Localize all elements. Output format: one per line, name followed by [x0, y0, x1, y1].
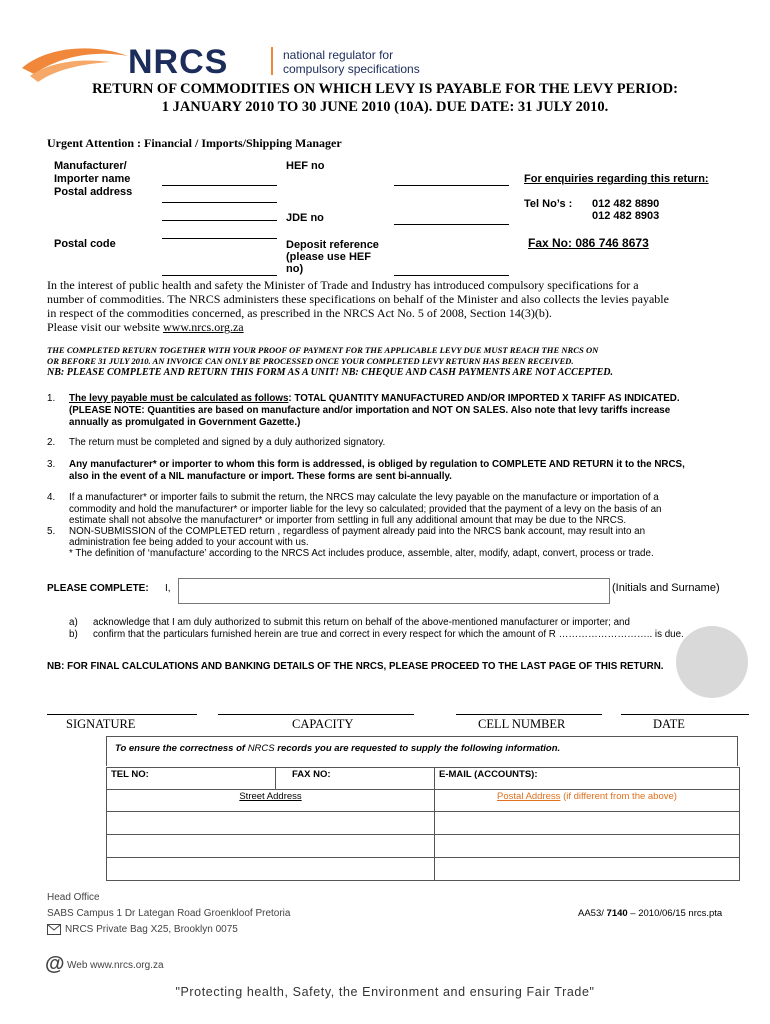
postal-address-row-2[interactable] — [435, 835, 740, 858]
item-5-line-1: NON-SUBMISSION of the COMPLETED return , regardless of payment already paid into the NRCS bank account, may result into an — [69, 526, 646, 537]
tel-label: Tel No’s : — [524, 198, 573, 210]
intro-line-4 — [47, 320, 244, 335]
form-reference-suffix: – 2010/06/15 nrcs.pta — [627, 908, 723, 919]
postal-address-line-3[interactable] — [162, 238, 277, 239]
urgent-attention: Urgent Attention : Financial / Imports/Shipping Manager — [47, 136, 342, 150]
item-1-formula: : TOTAL QUANTITY MANUFACTURED AND/OR IMPORTED X TARIFF AS INDICATED. — [288, 393, 680, 404]
org-name-line1: national regulator for — [283, 48, 394, 62]
ack-b-num: b) — [69, 629, 78, 640]
postal-address-line-2[interactable] — [162, 220, 277, 221]
i-label: I, — [165, 583, 171, 594]
decorative-grey-circle — [676, 626, 748, 698]
item-3-line-1: Any manufacturer* or importer to whom this form is addressed, is obliged by regulation to COMPLETE AND RETURN it to the NRCS, — [69, 459, 685, 470]
item-4-number: 4. — [47, 492, 56, 503]
hef-line[interactable] — [394, 185, 509, 186]
title-line2: 1 JANUARY 2010 TO 30 JUNE 2010 (10A). DUE DATE: 31 JULY 2010. — [161, 99, 609, 115]
deposit-label-1: Deposit reference — [286, 239, 379, 251]
capacity-label: CAPACITY — [292, 717, 354, 731]
street-address-row-1[interactable] — [107, 812, 435, 835]
item-2-line-1: The return must be completed and signed by a duly authorized signatory. — [69, 437, 386, 448]
footer-web: Web www.nrcs.org.za — [67, 960, 164, 971]
fax-no-label: FAX NO: — [292, 769, 331, 780]
info-header-suffix: records you are requested to supply the following information. — [274, 743, 561, 754]
ack-a-text: acknowledge that I am duly authorized to submit this return on behalf of the above-mentioned manufacturer or importer; and — [93, 617, 630, 628]
postal-address-note: (if different from the above) — [563, 791, 677, 802]
postal-address-label: Postal Address — [497, 791, 561, 802]
initials-surname-input[interactable] — [178, 578, 610, 604]
form-reference — [578, 908, 722, 919]
logo-divider — [271, 47, 273, 75]
intro-line-3: in respect of the commodities concerned, as prescribed in the NRCS Act No. 5 of 2008, Section 14(3)(b). — [47, 306, 552, 320]
item-4-line-2: commodity and hold the manufacturer* or importer liable for the levy so calculated; provided that the payment of a levy on the basis of an — [69, 504, 662, 515]
info-table — [106, 767, 740, 881]
importer-name-label: Importer name — [54, 173, 131, 185]
street-address-row-2[interactable] — [107, 835, 435, 858]
street-address-row-3[interactable] — [107, 858, 435, 881]
email-cell[interactable] — [435, 768, 740, 790]
cell-number-line[interactable] — [456, 714, 602, 715]
street-address-header — [107, 790, 435, 812]
signature-label: SIGNATURE — [66, 717, 136, 731]
street-address-label: Street Address — [239, 791, 302, 802]
postal-address-row-3[interactable] — [435, 858, 740, 881]
fax-number: Fax No: 086 746 8673 — [528, 236, 649, 250]
intro-line-2: number of commodities. The NRCS administers these specifications on behalf of the Minister and also collects the levies payable — [47, 292, 669, 306]
item-5-line-2: administration fee being added to your account with us. — [69, 537, 309, 548]
nrcs-logo-text: NRCS — [128, 43, 229, 81]
notice-line-1: THE COMPLETED RETURN TOGETHER WITH YOUR PROOF OF PAYMENT FOR THE APPLICABLE LEVY DUE MUST REACH THE NRCS ON — [47, 345, 599, 355]
org-name-line2: compulsory specifications — [283, 62, 420, 76]
footer-slogan: "Protecting health, Safety, the Environment and ensuring Fair Trade" — [175, 985, 595, 999]
item-5-number: 5. — [47, 526, 56, 537]
cell-number-label: CELL NUMBER — [478, 717, 566, 731]
item-2-number: 2. — [47, 437, 56, 448]
postal-address-label: Postal address — [54, 186, 133, 198]
tel-number-2: 012 482 8903 — [592, 210, 660, 222]
footer-private-bag: NRCS Private Bag X25, Brooklyn 0075 — [65, 924, 238, 935]
postal-address-row-1[interactable] — [435, 812, 740, 835]
notice-line-2: OR BEFORE 31 JULY 2010. AN INVOICE CAN ONLY BE PROCESSED ONCE YOUR COMPLETED LEVY RETURN HAS BEEN RECEIVED. — [47, 356, 574, 366]
fax-no-cell[interactable] — [276, 768, 435, 790]
at-icon: @ — [45, 953, 65, 975]
tel-no-label: TEL NO: — [111, 769, 149, 780]
website-prefix: Please visit our website — [47, 320, 163, 334]
ack-b-text: confirm that the particulars furnished herein are true and correct in every respect for which the amount of R ……………………….. is due. — [93, 629, 684, 640]
email-label: E-MAIL (ACCOUNTS): — [439, 769, 538, 780]
importer-name-line[interactable] — [162, 185, 277, 186]
tel-no-cell[interactable] — [107, 768, 276, 790]
notice-line-3: NB: PLEASE COMPLETE AND RETURN THIS FORM AS A UNIT! NB: CHEQUE AND CASH PAYMENTS ARE NOT ACCEPTED. — [47, 367, 614, 378]
postal-address-header — [435, 790, 740, 812]
initials-surname-label: (Initials and Surname) — [612, 582, 720, 594]
manufacturer-label: Manufacturer/ — [54, 160, 127, 172]
envelope-icon — [47, 924, 61, 935]
item-5-line-3: * The definition of ‘manufacture’ according to the NRCS Act includes produce, assemble, alter, modify, adapt, convert, process or trade. — [69, 548, 654, 559]
item-3-number: 3. — [47, 459, 56, 470]
postal-address-line-1[interactable] — [162, 202, 277, 203]
capacity-line[interactable] — [218, 714, 414, 715]
item-4-line-3: estimate shall not absolve the manufacturer* or importer from settling in full any additional amount that may be due to the NRCS. — [69, 515, 627, 526]
nb-final-calculations: NB: FOR FINAL CALCULATIONS AND BANKING DETAILS OF THE NRCS, PLEASE PROCEED TO THE LAST PAGE OF THIS RETURN. — [47, 661, 664, 672]
jde-line[interactable] — [394, 224, 509, 225]
item-1-underlined: The levy payable must be calculated as follows — [69, 393, 289, 404]
deposit-reference-line[interactable] — [394, 275, 509, 276]
item-1-number: 1. — [47, 393, 56, 404]
info-header-prefix: To ensure the correctness of — [115, 743, 248, 754]
enquiries-heading: For enquiries regarding this return: — [524, 173, 709, 185]
hef-label: HEF no — [286, 160, 325, 172]
deposit-label-2: (please use HEF — [286, 251, 371, 263]
postal-code-label: Postal code — [54, 238, 116, 250]
item-4-line-1: If a manufacturer* or importer fails to submit the return, the NRCS may calculate the levy payable on the manufacture or importation of a — [69, 492, 659, 503]
title-line1: RETURN OF COMMODITIES ON WHICH LEVY IS PAYABLE FOR THE LEVY PERIOD: — [92, 81, 678, 97]
postal-code-line[interactable] — [162, 275, 277, 276]
item-1-line-1 — [69, 393, 680, 405]
intro-line-1: In the interest of public health and safety the Minister of Trade and Industry has introduced compulsory specifications for a — [47, 278, 639, 292]
footer-address: SABS Campus 1 Dr Lategan Road Groenkloof Pretoria — [47, 908, 291, 919]
signature-line[interactable] — [47, 714, 197, 715]
item-1-line-3: annually as promulgated in Government Gazette.) — [69, 417, 301, 428]
please-complete-label: PLEASE COMPLETE: — [47, 583, 149, 594]
form-reference-prefix: AA53/ — [578, 908, 607, 919]
item-3-line-2: also in the event of a NIL manufacture or import. These forms are sent bi-annually. — [69, 471, 452, 482]
website-link[interactable]: www.nrcs.org.za — [162, 320, 244, 334]
jde-label: JDE no — [286, 212, 324, 224]
head-office-label: Head Office — [47, 892, 100, 903]
ack-a-num: a) — [69, 617, 78, 628]
form-reference-number: 7140 — [606, 908, 628, 919]
deposit-label-3: no) — [286, 263, 304, 275]
date-label: DATE — [653, 717, 685, 731]
tel-number-1: 012 482 8890 — [592, 198, 660, 210]
date-line[interactable] — [621, 714, 749, 715]
info-table-header — [106, 736, 738, 766]
item-1-line-2: (PLEASE NOTE: Quantities are based on manufacture and/or importation and NOT ON SALES. Also note that levy tariffs increase — [69, 405, 671, 416]
info-header-nrcs: NRCS — [247, 743, 275, 754]
